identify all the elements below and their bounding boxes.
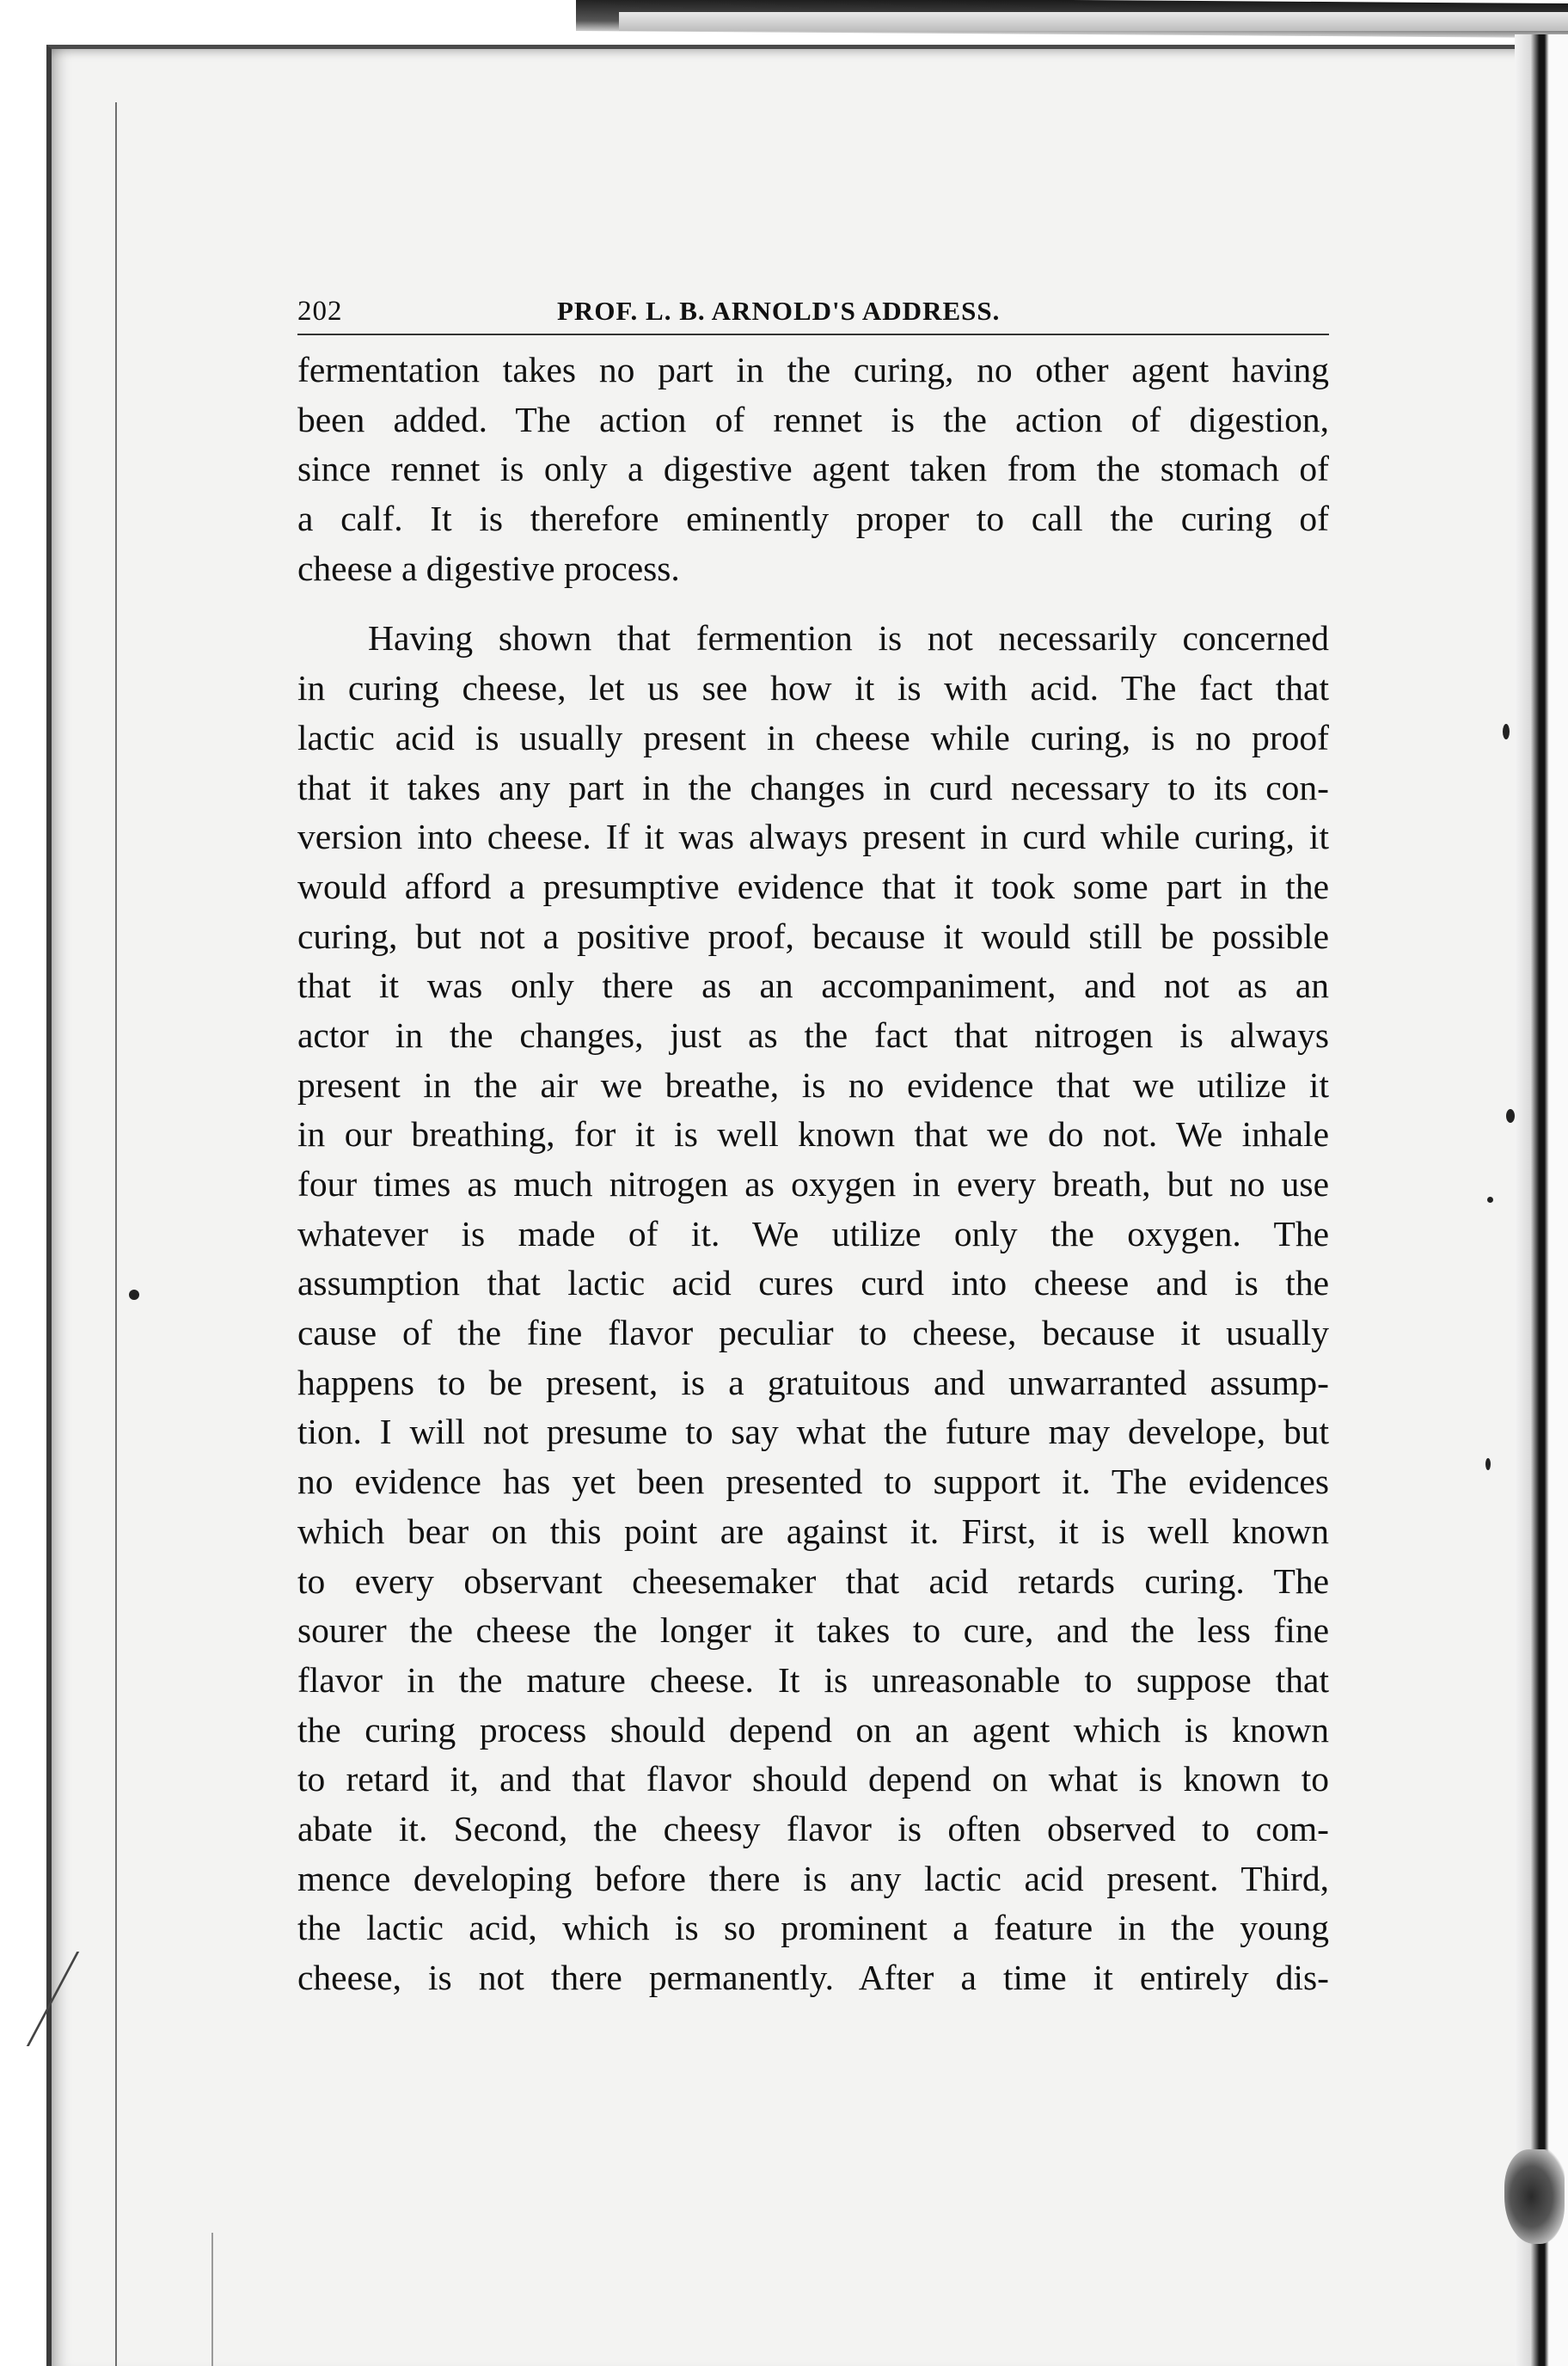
text-line: whatever is made of it. We utilize only the oxygen. The (297, 1213, 1329, 1253)
text-line: in our breathing, for it is well known that we do not. We inhale (297, 1114, 1329, 1155)
text-line: in curing cheese, let us see how it is with acid. The fact that (297, 668, 1329, 708)
binding-gutter-line (115, 102, 117, 2366)
text-line: sourer the cheese the longer it takes to cure, and the less fine (297, 1610, 1329, 1651)
paragraph-2 (297, 614, 1329, 2002)
text-line: cheese a digestive process. (297, 548, 680, 588)
text-line: since rennet is only a digestive agent taken from the stomach of (297, 449, 1329, 489)
text-line: to retard it, and that flavor should depend on what is known to (297, 1759, 1329, 1799)
text-line: fermentation takes no part in the curing, no other agent having (297, 350, 1329, 389)
adjacent-page-edge (619, 12, 1568, 31)
text-line: lactic acid is usually present in cheese while curing, is no proof (297, 717, 1329, 757)
running-head (297, 296, 1329, 335)
text-line: the lactic acid, which is so prominent a feature in the young (297, 1908, 1329, 1948)
text-line: happens to be present, is a gratuitous and unwarranted assump- (297, 1362, 1329, 1402)
text-line: no evidence has yet been presented to support it. The evidences (297, 1462, 1329, 1502)
right-page-edge (1515, 34, 1568, 2366)
text-line: the curing process should depend on an agent which is known (297, 1709, 1329, 1750)
text-line: version into cheese. If it was always present in curd while curing, it (297, 817, 1329, 857)
text-line: that it takes any part in the changes in curd necessary to its con- (297, 767, 1329, 807)
text-line: would afford a presumptive evidence that it took some part in the (297, 866, 1329, 906)
paragraph-1 (297, 346, 1329, 593)
text-line: curing, but not a positive proof, because it would still be possible (297, 916, 1329, 956)
text-line: Having shown that fermention is not necessarily concerned (368, 618, 1329, 659)
text-line: which bear on this point are against it. First, it is well known (297, 1511, 1329, 1551)
text-line: flavor in the mature cheese. It is unreasonable to suppose that (297, 1659, 1329, 1700)
dust-speck (1487, 1197, 1493, 1203)
binding-knot (1504, 2149, 1565, 2244)
text-line: a calf. It is therefore eminently proper to call the curing of (297, 499, 1329, 539)
text-line: present in the air we breathe, is no evidence that we utilize it (297, 1064, 1329, 1105)
text-line: tion. I will not presume to say what the future may develope, but (297, 1412, 1329, 1452)
page-text-block (297, 296, 1329, 2003)
text-line: mence developing before there is any lactic acid present. Third, (297, 1858, 1329, 1898)
text-line: cause of the fine flavor peculiar to cheese, because it usually (297, 1313, 1329, 1353)
dust-speck (1503, 724, 1510, 739)
text-line: to every observant cheesemaker that acid retards curing. The (297, 1560, 1329, 1601)
dust-speck (1485, 1458, 1491, 1470)
dust-speck (129, 1290, 139, 1300)
text-line: assumption that lactic acid cures curd into cheese and is the (297, 1263, 1329, 1303)
running-head-title: PROF. L. B. ARNOLD'S ADDRESS. (557, 296, 1001, 326)
text-line: four times as much nitrogen as oxygen in every breath, but no use (297, 1164, 1329, 1204)
page-number: 202 (297, 296, 343, 327)
dust-speck (1506, 1109, 1515, 1123)
text-line: been added. The action of rennet is the action of digestion, (297, 399, 1329, 439)
text-line: cheese, is not there permanently. After a time it entirely dis- (297, 1958, 1329, 1997)
text-line: that it was only there as an accompaniment, and not as an (297, 965, 1329, 1006)
page-crease (211, 2233, 213, 2366)
text-line: actor in the changes, just as the fact that nitrogen is always (297, 1014, 1329, 1055)
text-line: abate it. Second, the cheesy flavor is often observed to com- (297, 1808, 1329, 1848)
